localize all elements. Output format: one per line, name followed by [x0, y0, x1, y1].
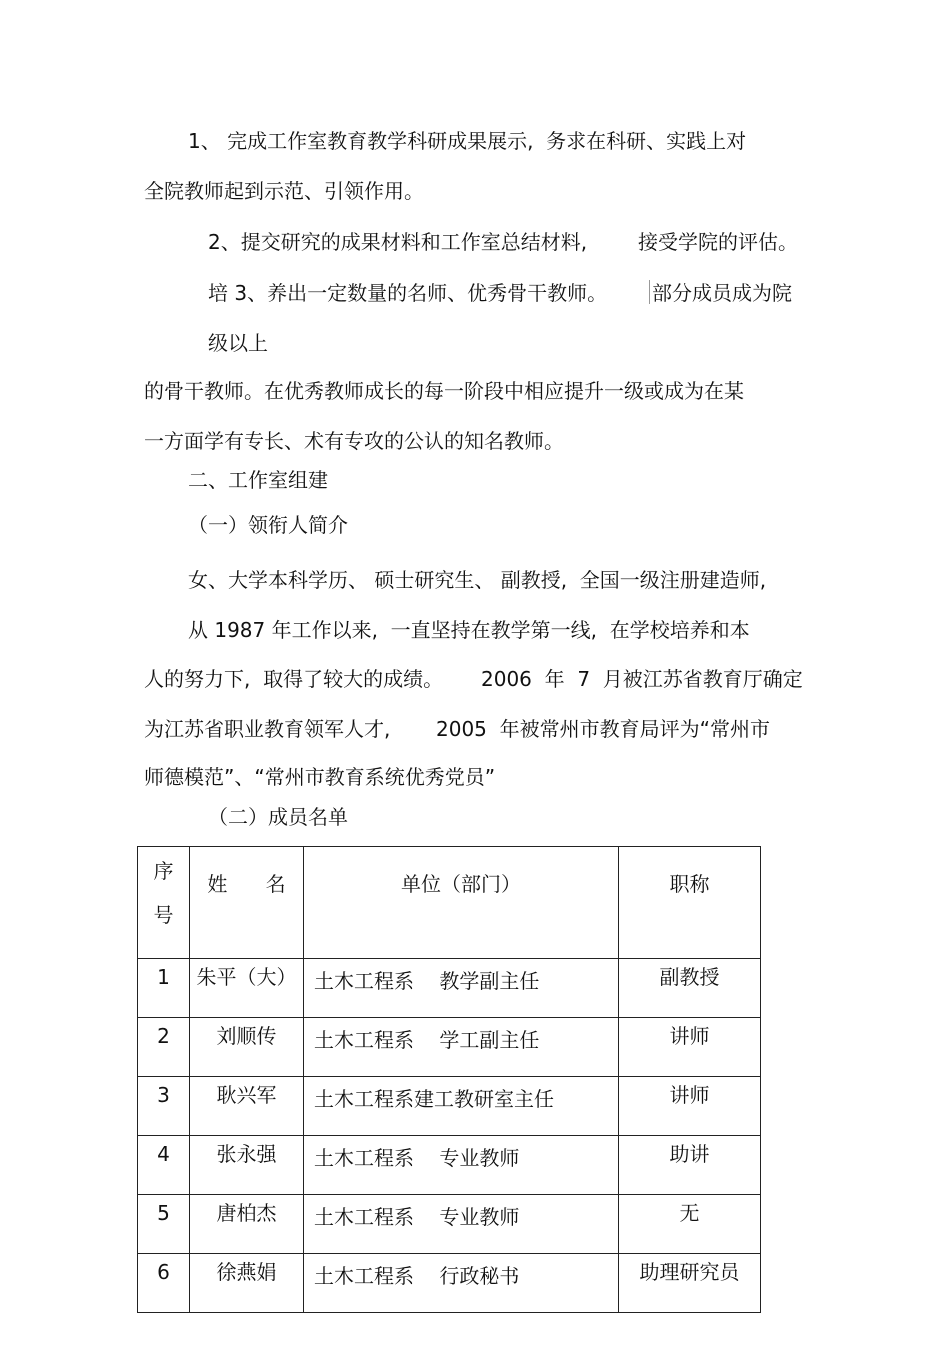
- goal-3-part2: 部分成员成为院: [652, 281, 792, 305]
- table-row: [138, 1254, 761, 1313]
- goal-3-part1: 培 3、养出一定数量的名师、优秀骨干教师。: [208, 281, 608, 305]
- cell-unit: 土木工程系建工教研室主任: [304, 1077, 619, 1136]
- header-seq-top: 序: [153, 859, 174, 883]
- table-header-row: [138, 847, 761, 959]
- cell-name: 耿兴军: [190, 1077, 304, 1136]
- header-seq: [138, 847, 190, 959]
- leader-bio-line3b: 2006 年 7 月被江苏省教育厅确定: [481, 667, 803, 691]
- header-name: 姓 名: [190, 847, 304, 959]
- cell-unit: 土木工程系 行政秘书: [304, 1254, 619, 1313]
- goal-3-line2: 的骨干教师。在优秀教师成长的每一阶段中相应提升一级或成为在某: [144, 379, 744, 403]
- member-table: [137, 846, 761, 1313]
- leader-bio-line3a: 人的努力下, 取得了较大的成绩。: [144, 667, 444, 691]
- cell-seq: 1: [138, 959, 190, 1018]
- cell-title: 助讲: [619, 1136, 761, 1195]
- cell-seq: 5: [138, 1195, 190, 1254]
- cell-name: 唐柏杰: [190, 1195, 304, 1254]
- cell-unit: 土木工程系 教学副主任: [304, 959, 619, 1018]
- header-unit: 单位（部门）: [304, 847, 619, 959]
- cell-name: 朱平（大）: [190, 959, 304, 1018]
- cell-seq: 6: [138, 1254, 190, 1313]
- cell-title: 讲师: [619, 1077, 761, 1136]
- cell-seq: 3: [138, 1077, 190, 1136]
- subsection-heading-1: （一）领衔人简介: [188, 513, 348, 537]
- table-row: [138, 959, 761, 1018]
- goal-3-part3: 级以上: [208, 331, 268, 355]
- section-heading-2: 二、工作室组建: [188, 468, 328, 492]
- cell-unit: 土木工程系 专业教师: [304, 1195, 619, 1254]
- cell-name: 刘顺传: [190, 1018, 304, 1077]
- cell-seq: 4: [138, 1136, 190, 1195]
- cell-seq: 2: [138, 1018, 190, 1077]
- table-row: [138, 1018, 761, 1077]
- leader-bio-line1: 女、大学本科学历、 硕士研究生、 副教授, 全国一级注册建造师,: [188, 568, 767, 592]
- subsection-heading-2: （二）成员名单: [208, 805, 348, 829]
- table-row: [138, 1077, 761, 1136]
- cell-unit: 土木工程系 专业教师: [304, 1136, 619, 1195]
- leader-bio-line5: 师德模范”、“常州市教育系统优秀党员”: [144, 765, 496, 789]
- cell-title: 无: [619, 1195, 761, 1254]
- cell-title: 讲师: [619, 1018, 761, 1077]
- cell-name: 张永强: [190, 1136, 304, 1195]
- goal-1-line1: 1、 完成工作室教育教学科研成果展示, 务求在科研、实践上对: [188, 129, 747, 153]
- leader-bio-line2: 从 1987 年工作以来, 一直坚持在教学第一线, 在学校培养和本: [188, 618, 750, 642]
- table-row: [138, 1136, 761, 1195]
- goal-2-part2: 接受学院的评估。: [638, 230, 798, 254]
- cell-title: 副教授: [619, 959, 761, 1018]
- header-seq-bottom: 号: [153, 903, 174, 927]
- cell-title: 助理研究员: [619, 1254, 761, 1313]
- cell-unit: 土木工程系 学工副主任: [304, 1018, 619, 1077]
- margin-mark: [649, 280, 650, 304]
- goal-1-line2: 全院教师起到示范、引领作用。: [144, 179, 424, 203]
- goal-2-part1: 2、提交研究的成果材料和工作室总结材料,: [208, 230, 588, 254]
- goal-3-line3: 一方面学有专长、术有专攻的公认的知名教师。: [144, 429, 564, 453]
- cell-name: 徐燕娟: [190, 1254, 304, 1313]
- header-title: 职称: [619, 847, 761, 959]
- leader-bio-line4a: 为江苏省职业教育领军人才,: [144, 717, 391, 741]
- table-row: [138, 1195, 761, 1254]
- leader-bio-line4b: 2005 年被常州市教育局评为“常州市: [436, 717, 770, 741]
